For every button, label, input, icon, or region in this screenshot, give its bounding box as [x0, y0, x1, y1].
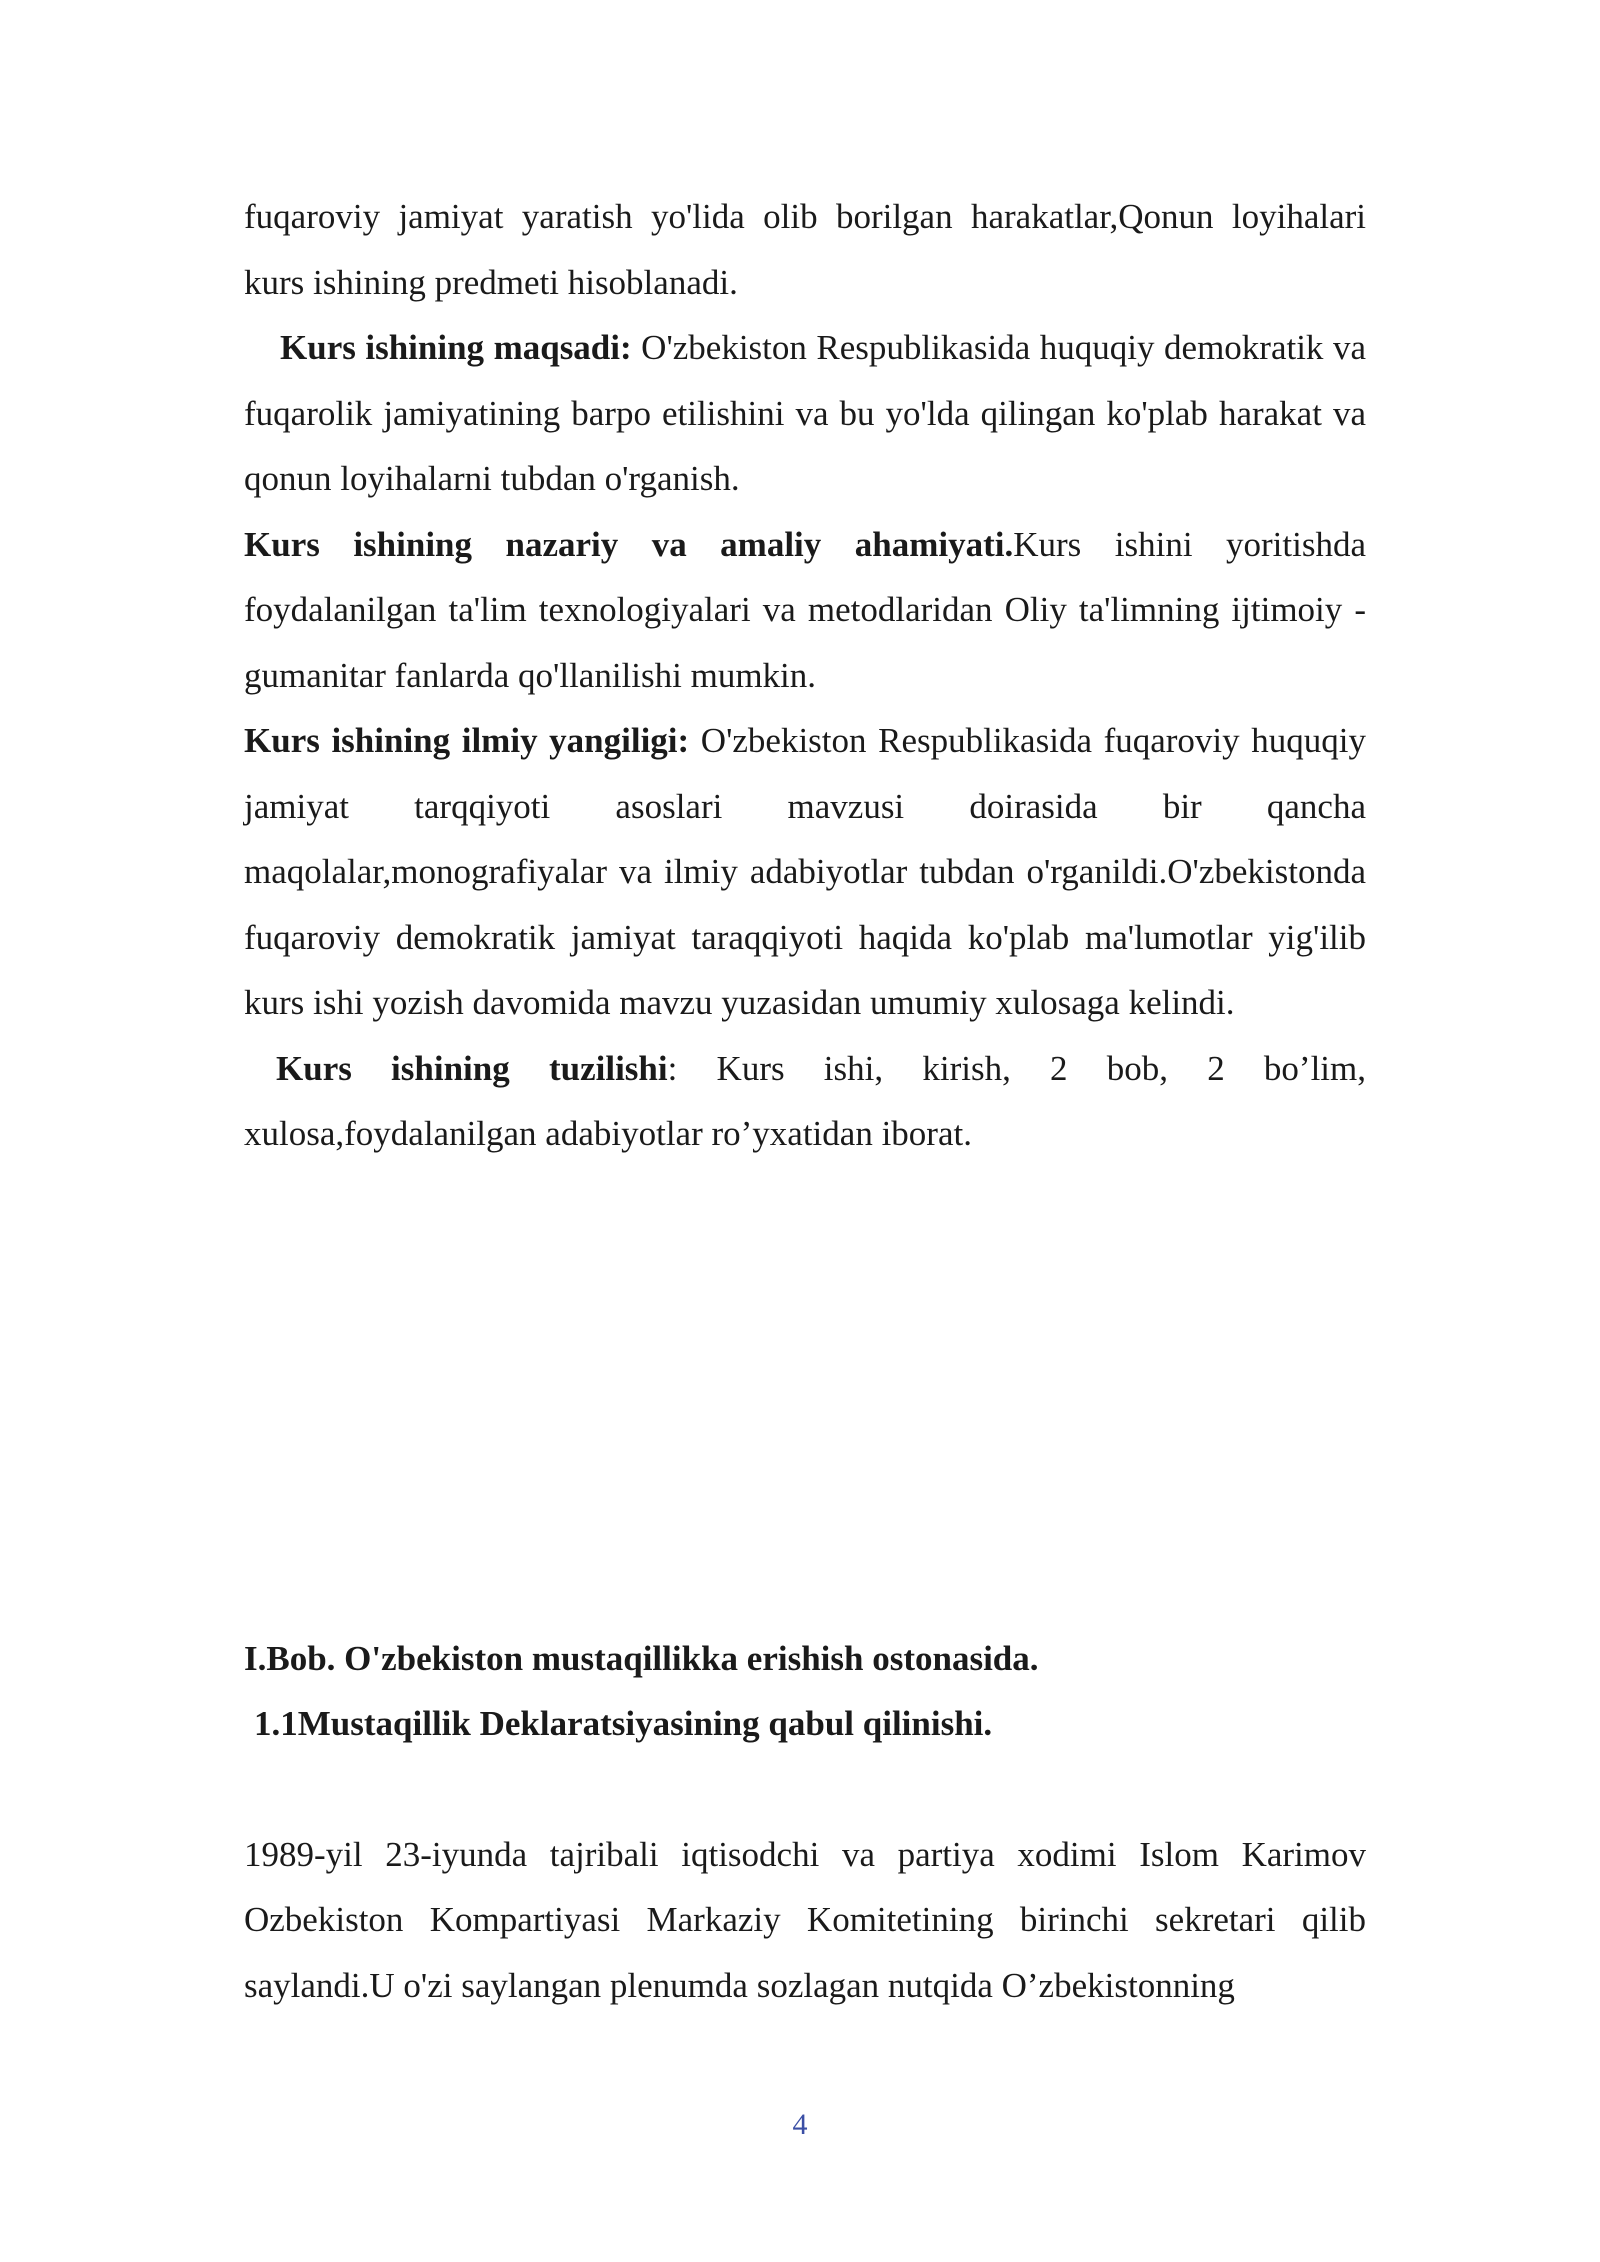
- paragraph-text: O'zbekiston Respublikasida huquqiy demokratik va fuqarolik jamiyatining barpo etilishini va bu yo'lda qilingan ko'plab harakat va qonun loyihalarni tubdan o'rganish.: [244, 328, 1366, 498]
- section-heading: 1.1Mustaqillik Deklaratsiyasining qabul qilinishi.: [254, 1704, 993, 1743]
- page-number: 4: [792, 2108, 808, 2141]
- paragraph-text: : Kurs ishi, kirish, 2 bob, 2 bo’lim, xulosa,foydalanilgan adabiyotlar ro’yxatidan iborat.: [244, 1048, 1367, 1153]
- paragraph-label: Kurs ishining ilmiy yangiligi:: [244, 721, 690, 760]
- paragraph-text: O'zbekiston Respublikasida fuqaroviy huquqiy jamiyat tarqqiyoti asoslari mavzusi doirasida bir qancha maqolalar,monografiyalar va ilmiy adabiyotlar tubdan o'rganildi.O'zbekistonda fuqaroviy demokratik jamiyat taraqqiyoti haqida ko'plab ma'lumotlar yig'ilib kurs ishi yozish davomida mavzu yuzasidan umumiy xulosaga kelindi.: [244, 721, 1366, 1022]
- paragraph-label: Kurs ishining tuzilishi: [276, 1048, 668, 1088]
- paragraph-history: [244, 1822, 1366, 2019]
- blank-line: [244, 1757, 1366, 1822]
- paragraph-goal: [244, 315, 1366, 512]
- blank-space: [244, 1167, 1366, 1626]
- paragraph-label: Kurs ishining maqsadi:: [280, 328, 632, 367]
- chapter-heading: I.Bob. O'zbekiston mustaqillikka erishish ostonasida.: [244, 1638, 1039, 1678]
- paragraph-text: fuqaroviy jamiyat yaratish yo'lida olib borilgan harakatlar,Qonun loyihalari kurs ishining predmeti hisoblanadi.: [244, 197, 1366, 302]
- document-page: [244, 184, 1366, 2018]
- paragraph-structure: [244, 1036, 1366, 1167]
- paragraph-novelty: [244, 708, 1366, 1036]
- paragraph-text: 1989-yil 23-iyunda tajribali iqtisodchi va partiya xodimi Islom Karimov Ozbekiston Kompartiyasi Markaziy Komitetining birinchi sekretari qilib saylandi.U o'zi saylangan plenumda sozlagan nutqida O’zbekistonning: [244, 1834, 1366, 2005]
- paragraph-text: Kurs ishini yoritishda foydalanilgan ta'lim texnologiyalari va metodlaridan Oliy ta'limning ijtimoiy - gumanitar fanlarda qo'llanilishi mumkin.: [244, 524, 1367, 695]
- paragraph-significance: [244, 512, 1366, 709]
- paragraph-label: Kurs ishining nazariy va amaliy ahamiyati.: [244, 524, 1014, 564]
- paragraph-subject: [244, 184, 1366, 315]
